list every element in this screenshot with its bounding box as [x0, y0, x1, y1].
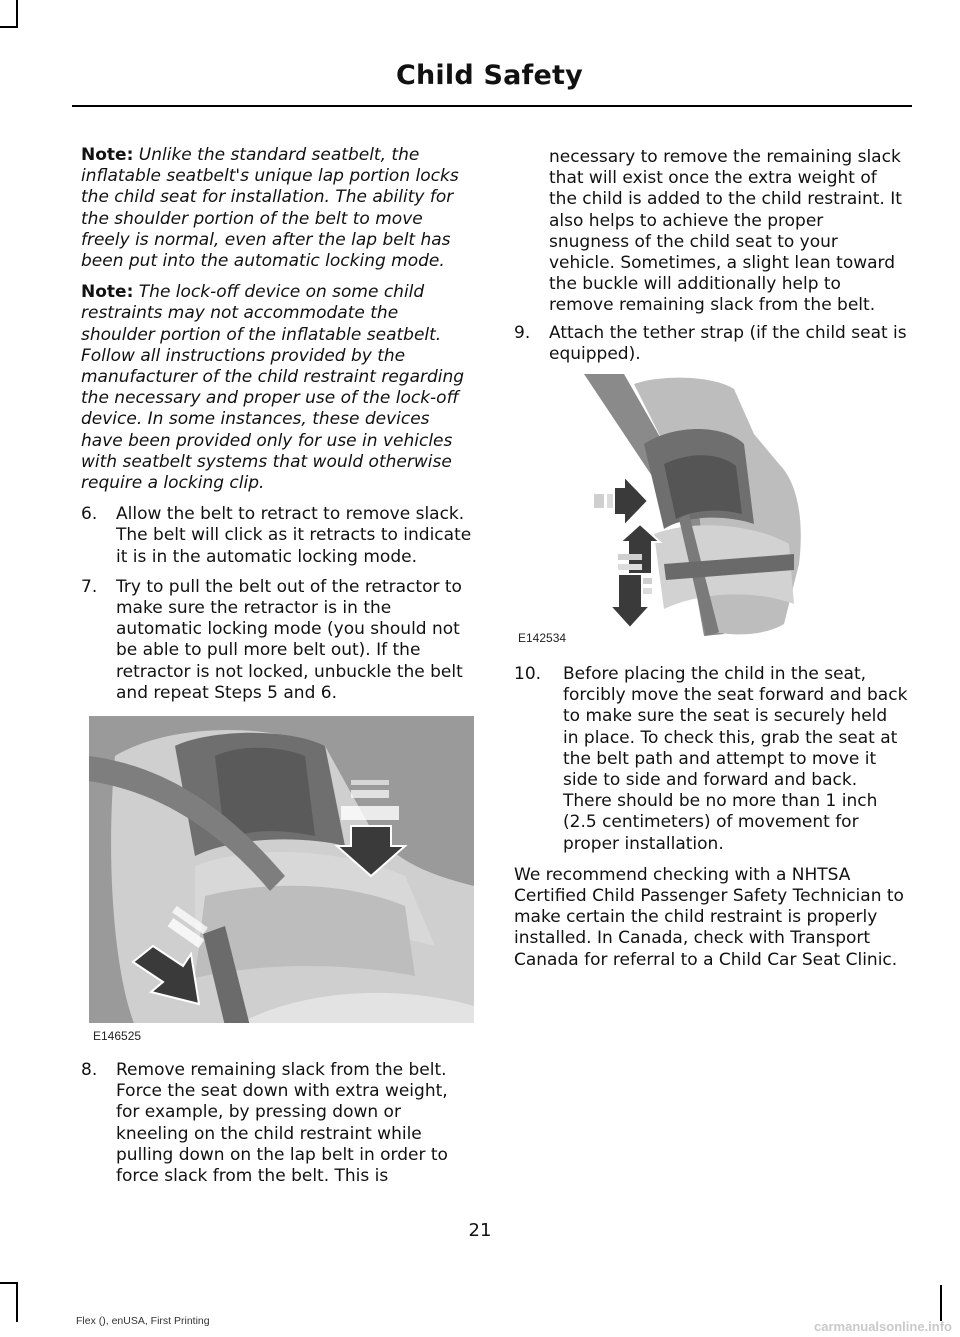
step-text: Remove remaining slack from the belt. Force the seat down with extra weight, for example, by pressing down or kneeling on the child restraint while pulling down on the lap belt in order to force slack from the belt. This is	[116, 1060, 448, 1187]
page-number: 21	[468, 1220, 492, 1241]
tether-strap-illustration	[514, 374, 908, 654]
figure-seat-force-down	[75, 716, 468, 1046]
note-lock-off-device	[81, 282, 474, 494]
step-8	[81, 1060, 474, 1187]
step-8-continued	[514, 147, 908, 317]
note-label: Note:	[81, 145, 134, 165]
note-inflatable-seatbelt	[81, 145, 474, 272]
step-text: Attach the tether strap (if the child seat is equipped).	[549, 322, 907, 364]
step-6	[81, 504, 474, 568]
step-9	[514, 323, 908, 365]
closing-paragraph: We recommend checking with a NHTSA Certified Child Passenger Safety Technician to make certain the child restraint is properly installed. In Canada, check with Transport Canada for referral to a Child Car Seat Clinic.	[514, 864, 904, 970]
step-number: 10.	[514, 664, 542, 685]
crop-mark	[0, 1282, 18, 1284]
note-label: Note:	[81, 282, 134, 303]
left-column	[81, 145, 474, 1196]
page-title: Child Safety	[396, 60, 583, 91]
watermark: carmanualsonline.info	[814, 1319, 952, 1334]
step-number: 8.	[81, 1060, 98, 1081]
crop-mark	[16, 1282, 18, 1322]
crop-mark	[16, 0, 18, 26]
crop-mark	[940, 1285, 942, 1321]
step-number: 9.	[514, 322, 531, 343]
step-text: necessary to remove the remaining slack that will exist once the extra weight of the child is added to the child restraint. It also helps to achieve the proper snugness of the child seat to your vehicle. Sometimes, a slight lean toward the buckle will additionally help to remove remaining slack from the belt.	[549, 147, 902, 316]
note-text: Unlike the standard seatbelt, the inflatable seatbelt's unique lap portion locks the child seat for installation. The ability for the shoulder portion of the belt to move freely is normal, even after the lap belt has been put into the automatic locking mode.	[81, 145, 459, 272]
step-text: Try to pull the belt out of the retractor to make sure the retractor is in the automatic locking mode (you should not be able to pull more belt out). If the retractor is not locked, unbuckle the belt and repeat Steps 5 and 6.	[116, 576, 463, 703]
step-7	[81, 577, 474, 704]
header-divider	[72, 105, 912, 107]
note-text: The lock-off device on some child restraints may not accommodate the shoulder portion of the inflatable seatbelt. Follow all instructions provided by the manufacturer of the child restraint regarding the necessary and proper use of the lock-off device. In some instances, these devices have been provided only for use in vehicles with seatbelt systems that would otherwise require a locking clip.	[81, 282, 465, 494]
right-column	[514, 147, 908, 971]
step-number: 6.	[81, 504, 98, 525]
figure-code: E146525	[93, 1029, 142, 1044]
step-text: Before placing the child in the seat, forcibly move the seat forward and back to make sure the seat is securely held in place. To check this, grab the seat at the belt path and attempt to move it side to side and forward and back. There should be no more than 1 inch (2.5 centimeters) of movement for proper installation.	[563, 664, 908, 854]
crop-mark	[0, 26, 18, 28]
figure-tether-strap	[514, 374, 908, 654]
step-text: Allow the belt to retract to remove slack. The belt will click as it retracts to indicate it is in the automatic locking mode.	[116, 504, 472, 567]
child-seat-illustration	[75, 716, 474, 1046]
step-number: 7.	[81, 576, 98, 597]
footer-text: Flex (), enUSA, First Printing	[76, 1315, 210, 1327]
step-10	[514, 664, 908, 855]
figure-code: E142534	[518, 631, 567, 646]
